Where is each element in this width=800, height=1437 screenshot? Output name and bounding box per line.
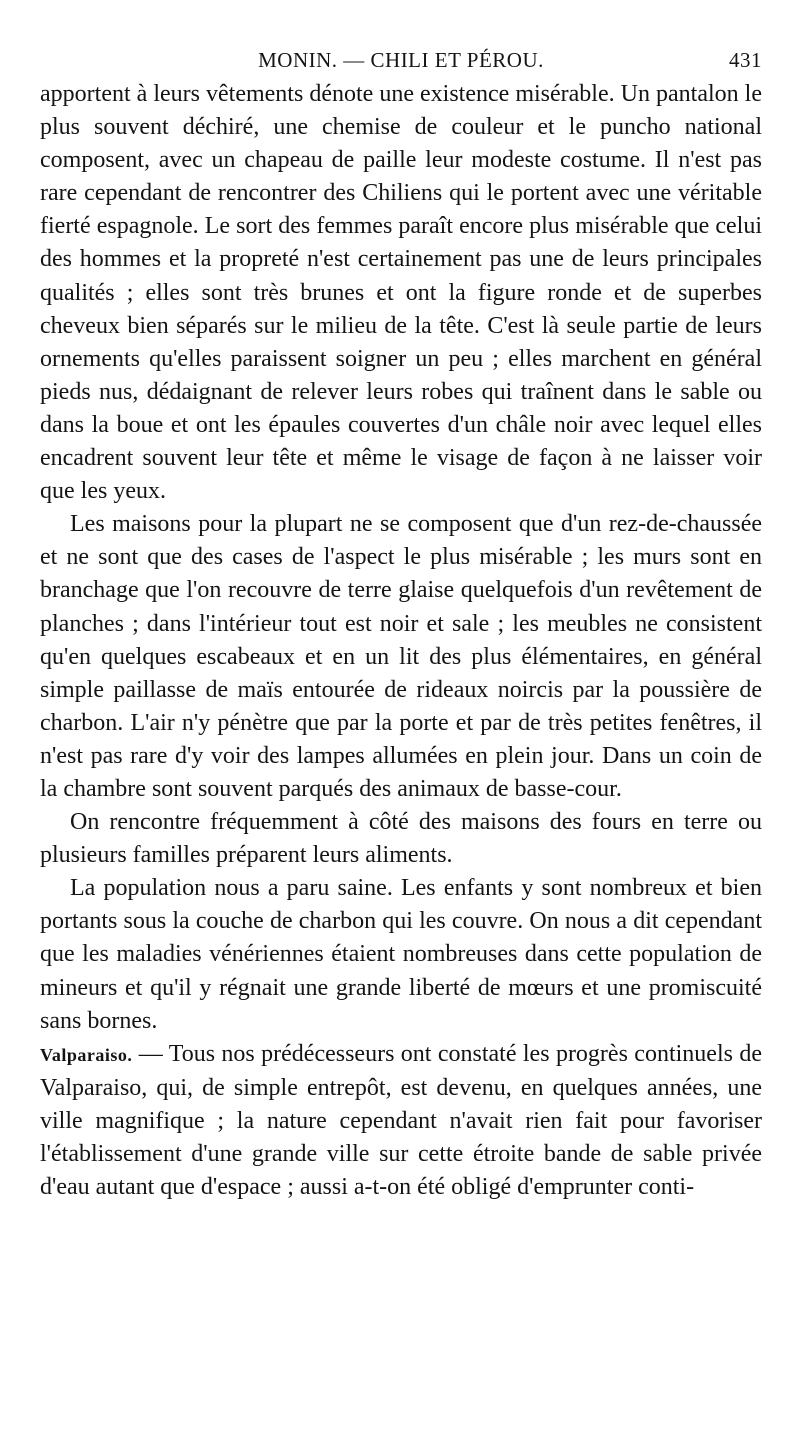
paragraph-text: — Tous nos prédécesseurs ont constaté les progrès continuels de Valparaiso, qui, de simple entrepôt, est devenu, en quelques années, une ville magnifique ; la nature cependant n'avait rien fait pour favoriser l'établissement d'une grande ville sur cette étroite bande de sable privée d'eau autant que d'espace ; aussi a-t-on été obligé d'emprunter conti- — [40, 1040, 762, 1201]
book-page — [40, 44, 762, 1204]
section-run-in-heading: Valparaiso. — [40, 1044, 133, 1065]
paragraph: On rencontre fréquemment à côté des maisons des fours en terre ou plusieurs familles préparent leurs aliments. — [40, 809, 762, 869]
running-head — [40, 44, 762, 78]
body-text — [40, 78, 762, 1204]
paragraph: La population nous a paru saine. Les enfants y sont nombreux et bien portants sous la couche de charbon qui les couvre. On nous a dit cependant que les maladies vénériennes étaient nombreuses dans cette population de mineurs et qu'il y régnait une grande liberté de mœurs et une promiscuité sans bornes. — [40, 875, 762, 1034]
paragraph: Les maisons pour la plupart ne se composent que d'un rez-de-chaussée et ne sont que des cases de l'aspect le plus misérable ; les murs sont en branchage que l'on recouvre de terre glaise quelquefois d'un revêtement de planches ; dans l'intérieur tout est noir et sale ; les meubles ne consistent qu'en quelques escabeaux et en un lit des plus élémentaires, en général simple paillasse de maïs entourée de rideaux noircis par la poussière de charbon. L'air n'y pénètre que par la porte et par de très petites fenêtres, il n'est pas rare d'y voir des lampes allumées en plein jour. Dans un coin de la chambre sont souvent parqués des animaux de basse-cour. — [40, 511, 762, 802]
running-head-title: MONIN. — CHILI ET PÉROU. — [258, 48, 544, 72]
paragraph-valparaiso — [40, 1038, 762, 1204]
paragraph: apportent à leurs vêtements dénote une existence misérable. Un pantalon le plus souvent déchiré, une chemise de couleur et le puncho national composent, avec un chapeau de paille leur modeste costume. Il n'est pas rare cependant de rencontrer des Chiliens qui le portent avec une véritable fierté espagnole. Le sort des femmes paraît encore plus misérable que celui des hommes et la propreté n'est certainement pas une de leurs principales qualités ; elles sont très brunes et ont la figure ronde et de superbes cheveux bien séparés sur le milieu de la tête. C'est là seule partie de leurs ornements qu'elles paraissent soigner un peu ; elles marchent en général pieds nus, dédaignant de relever leurs robes qui traînent dans le sable ou dans la boue et ont les épaules couvertes d'un châle noir avec lequel elles encadrent souvent leur tête et même le visage de façon à ne laisser voir que les yeux. — [40, 81, 762, 505]
page-number: 431 — [729, 48, 762, 72]
